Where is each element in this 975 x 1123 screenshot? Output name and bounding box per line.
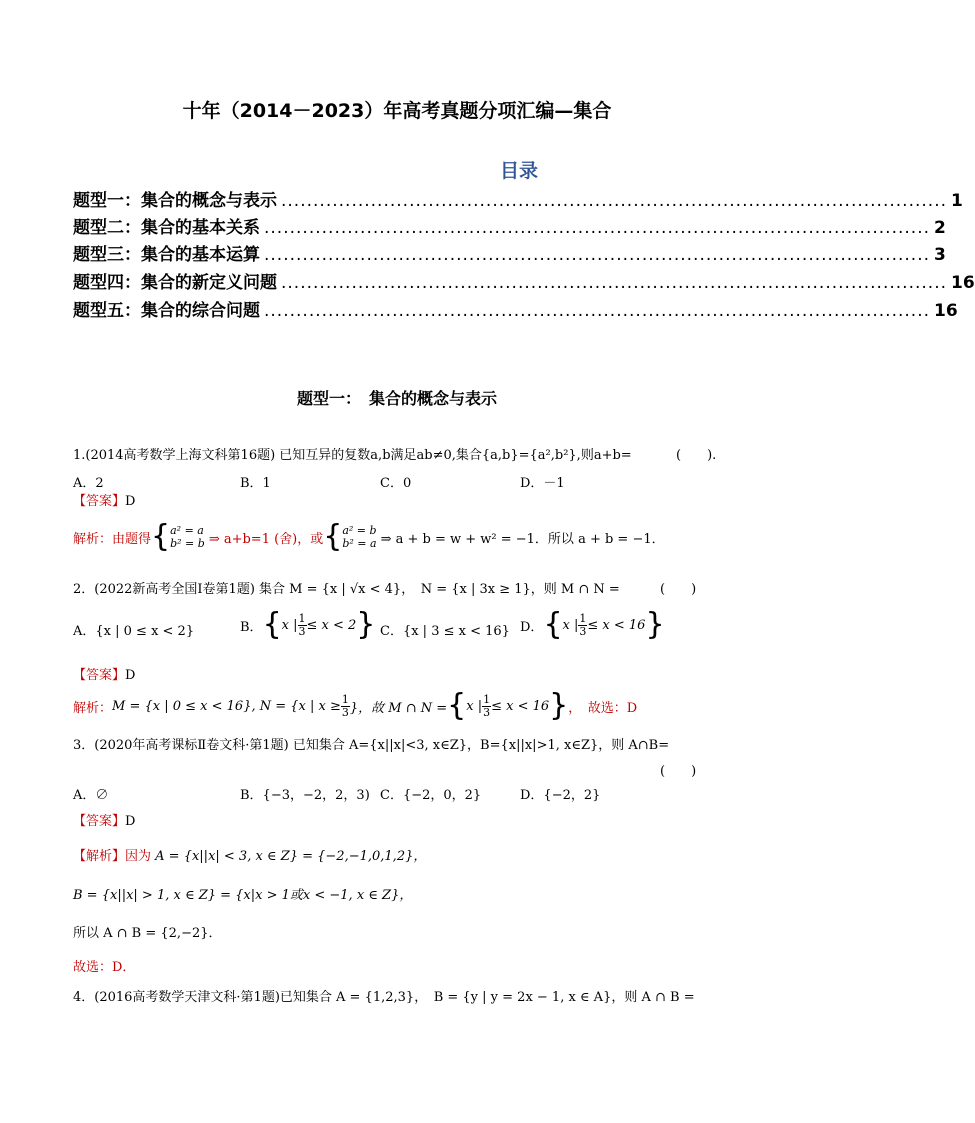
fraction-denominator: 3 xyxy=(341,705,349,719)
question-1-paren: ( ). xyxy=(676,448,717,463)
toc-leader-dots: ........................................................................................................ xyxy=(264,301,930,321)
set-condition: ≤ x < 2 xyxy=(306,617,357,633)
toc-item-name: 集合的新定义问题 xyxy=(141,273,277,293)
question-2-answer xyxy=(73,664,135,683)
fraction xyxy=(578,613,587,638)
question-3-paren: ( ) xyxy=(660,764,697,779)
question-3-analysis-line-1 xyxy=(73,845,426,864)
right-brace-icon: } xyxy=(549,688,569,723)
fraction xyxy=(341,694,350,719)
equation-top: a² = a xyxy=(170,524,204,537)
equation-bottom: b² = b xyxy=(170,537,205,550)
question-4-stem: 4．(2016高考数学天津文科·第1题)已知集合 A = {1,2,3}， B = {y | y = 2x − 1, x ∈ A}，则 A ∩ B = xyxy=(73,990,695,1005)
equation-system xyxy=(170,524,205,550)
toc-item[interactable] xyxy=(73,186,963,212)
set-variable: x | xyxy=(466,698,483,714)
option-letter: B． xyxy=(240,619,263,635)
toc-item-page: 16 xyxy=(951,273,975,293)
toc-item-name: 集合的基本运算 xyxy=(141,245,260,265)
toc-leader-dots: ........................................................................................................ xyxy=(264,218,930,238)
option-letter: D． xyxy=(520,619,544,635)
question-1-answer xyxy=(73,490,135,509)
question-2-paren: ( ) xyxy=(660,582,697,597)
analysis-conclusion: ⇒ a + b = w + w² = −1．所以 a + b = −1． xyxy=(380,531,665,547)
toc-item-page: 16 xyxy=(934,301,958,321)
analysis-prefix: 解析： xyxy=(73,700,113,716)
right-brace-icon: } xyxy=(645,607,665,642)
left-brace-icon: { xyxy=(447,688,467,723)
question-1-stem: 1.(2014高考数学上海文科第16题) 已知互异的复数a,b满足ab≠0,集合{a,b}={a²,b²},则a+b= xyxy=(73,448,632,463)
answer-label: 【答案】 xyxy=(73,814,126,829)
question-3-analysis-line-3: 所以 A ∩ B = {2,−2}． xyxy=(73,926,222,941)
question-2-analysis xyxy=(73,688,637,724)
toc-item-label: 题型三： xyxy=(73,245,141,265)
analysis-prefix: 解析：由题得 xyxy=(73,531,152,547)
toc-item-page: 1 xyxy=(951,191,963,211)
answer-label: 【答案】 xyxy=(73,494,126,509)
toc-item-label: 题型二： xyxy=(73,218,141,238)
question-1-analysis xyxy=(73,514,665,560)
toc-item-label: 题型五： xyxy=(73,301,141,321)
toc-item-page: 2 xyxy=(934,218,946,238)
analysis-body: M = {x | 0 ≤ x < 16}, N = {x | x ≥ xyxy=(112,698,341,714)
left-brace-icon: { xyxy=(543,607,563,642)
equation-system xyxy=(342,524,376,550)
answer-value: D xyxy=(125,814,136,829)
question-3-option-c: C．{−2，0，2} xyxy=(380,788,482,803)
document-title: 十年（2014－2023）年高考真题分项汇编—集合 xyxy=(182,100,612,122)
question-1-option-b: B．1 xyxy=(240,476,271,491)
answer-value: D xyxy=(125,494,136,509)
right-brace-icon: } xyxy=(356,607,376,642)
toc-item[interactable] xyxy=(73,240,946,266)
set-condition: ≤ x < 16 xyxy=(491,698,550,714)
fraction xyxy=(298,613,307,638)
toc-item[interactable] xyxy=(73,296,958,322)
fraction-numerator: 1 xyxy=(483,692,491,706)
toc-item-name: 集合的概念与表示 xyxy=(141,191,277,211)
fraction-numerator: 1 xyxy=(341,692,349,706)
question-1-option-d: D．－1 xyxy=(520,476,565,491)
question-1-option-a: A．2 xyxy=(73,476,104,491)
toc-leader-dots: ........................................................................................................ xyxy=(281,191,947,211)
question-2-stem: 2．(2022新高考全国Ⅰ卷第1题) 集合 M = {x | √x < 4}， N = {x | 3x ≥ 1}，则 M ∩ N = xyxy=(73,582,620,597)
section-heading: 题型一： 集合的概念与表示 xyxy=(296,389,497,408)
question-2-option-c: C．{x | 3 ≤ x < 16} xyxy=(380,624,510,639)
answer-label: 【答案】 xyxy=(73,668,126,683)
question-3-option-a: A．∅ xyxy=(73,788,109,803)
left-brace-icon: { xyxy=(151,519,171,554)
toc-item-label: 题型一： xyxy=(73,191,141,211)
analysis-line: A = {x||x| < 3, x ∈ Z} = {−2,−1,0,1,2}， xyxy=(155,849,427,864)
question-3-analysis-line-2: B = {x||x| > 1, x ∈ Z} = {x|x > 1或x < −1, x ∈ Z}， xyxy=(73,888,413,903)
fraction-denominator: 3 xyxy=(483,705,491,719)
toc-leader-dots: ........................................................................................................ xyxy=(264,245,930,265)
equation-bottom: b² = a xyxy=(342,537,377,550)
fraction xyxy=(482,694,491,719)
left-brace-icon: { xyxy=(262,607,282,642)
answer-value: D xyxy=(125,668,136,683)
toc-leader-dots: ........................................................................................................ xyxy=(281,273,947,293)
set-condition: ≤ x < 16 xyxy=(587,617,646,633)
fraction-denominator: 3 xyxy=(298,624,306,638)
question-3-answer xyxy=(73,810,135,829)
analysis-prefix: 因为 xyxy=(125,849,156,864)
set-variable: x | xyxy=(562,617,579,633)
question-3-option-b: B．{−3，−2，2，3) xyxy=(240,788,370,803)
toc-item-page: 3 xyxy=(934,245,946,265)
toc-item[interactable] xyxy=(73,213,946,239)
fraction-numerator: 1 xyxy=(298,611,306,625)
toc-item[interactable] xyxy=(73,268,975,294)
question-3-analysis-line-4: 故选：D． xyxy=(73,960,136,975)
left-brace-icon: { xyxy=(323,519,343,554)
fraction-numerator: 1 xyxy=(579,611,587,625)
question-3-stem: 3．(2020年高考课标Ⅱ卷文科·第1题) 已知集合 A={x||x|<3, x∈Z}，B={x||x|>1, x∈Z}，则 A∩B= xyxy=(73,738,670,753)
analysis-end: ， 故选：D xyxy=(568,700,638,716)
question-2-option-a: A．{x | 0 ≤ x < 2} xyxy=(73,624,195,639)
question-2-option-d xyxy=(520,607,665,642)
analysis-label: 【解析】 xyxy=(73,849,126,864)
toc-heading: 目录 xyxy=(500,160,539,182)
analysis-middle: }，故 M ∩ N = xyxy=(349,700,448,716)
toc-item-label: 题型四： xyxy=(73,273,141,293)
set-variable: x | xyxy=(281,617,298,633)
question-1-option-c: C．0 xyxy=(380,476,412,491)
analysis-middle: ⇒ a+b=1 (舍)，或 xyxy=(208,531,324,547)
fraction-denominator: 3 xyxy=(579,624,587,638)
equation-top: a² = b xyxy=(342,524,377,537)
toc-item-name: 集合的综合问题 xyxy=(141,301,260,321)
question-2-option-b xyxy=(240,607,376,642)
question-3-option-d: D．{−2，2} xyxy=(520,788,601,803)
toc-item-name: 集合的基本关系 xyxy=(141,218,260,238)
